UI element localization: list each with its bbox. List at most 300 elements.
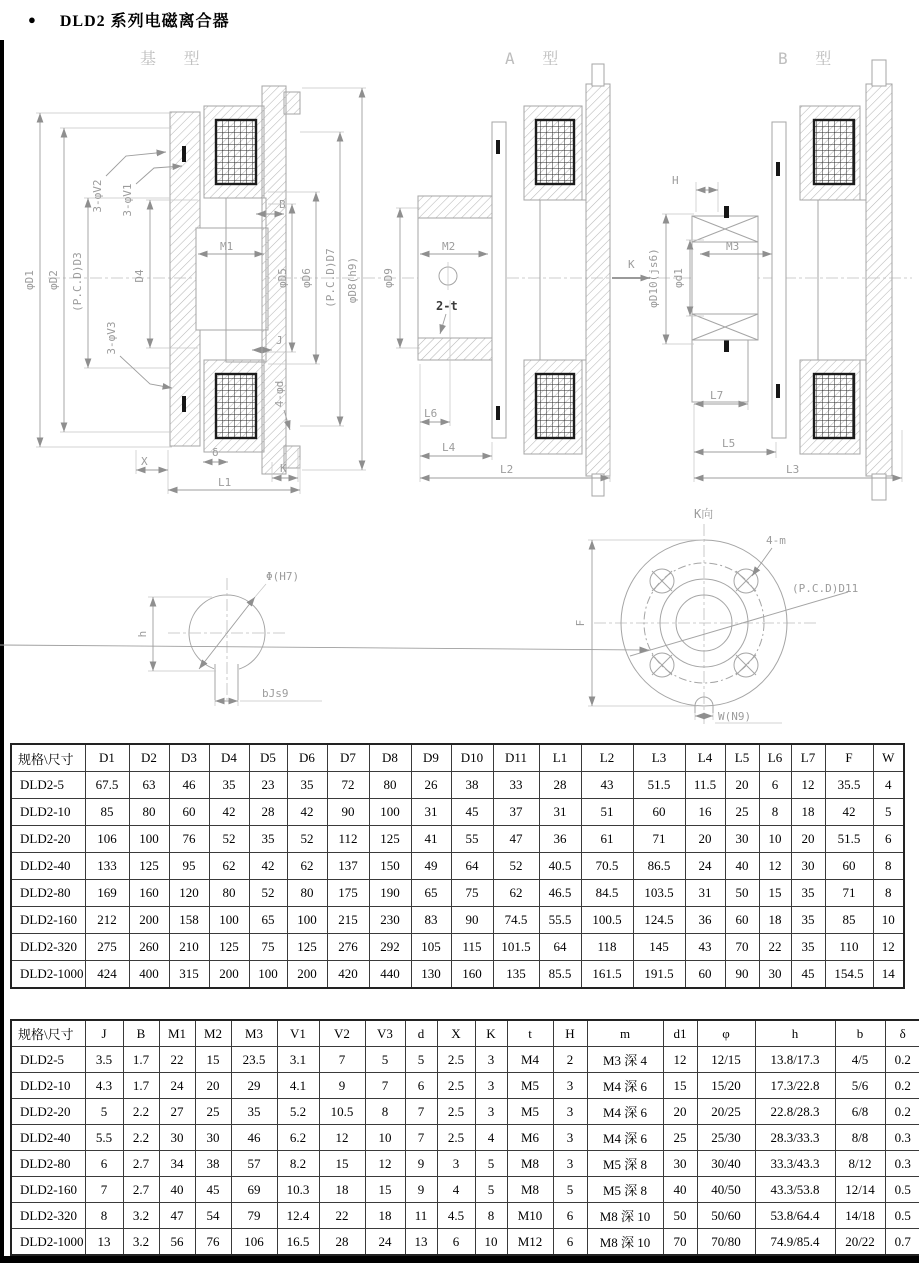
table-row bbox=[11, 853, 904, 880]
value-cell: 20 bbox=[685, 826, 725, 853]
column-header: B bbox=[123, 1020, 159, 1047]
value-cell: 400 bbox=[129, 961, 169, 989]
value-cell: 260 bbox=[129, 934, 169, 961]
value-cell: 4.5 bbox=[437, 1203, 475, 1229]
value-cell: 191.5 bbox=[633, 961, 685, 989]
value-cell: 83 bbox=[411, 907, 451, 934]
value-cell: 13.8/17.3 bbox=[755, 1047, 835, 1073]
column-header: b bbox=[835, 1020, 885, 1047]
column-header: h bbox=[755, 1020, 835, 1047]
value-cell: M4 bbox=[507, 1047, 553, 1073]
column-header: J bbox=[85, 1020, 123, 1047]
column-header: D7 bbox=[327, 744, 369, 772]
value-cell: 12 bbox=[365, 1151, 405, 1177]
value-cell: 22.8/28.3 bbox=[755, 1099, 835, 1125]
value-cell: 12 bbox=[873, 934, 904, 961]
value-cell: 420 bbox=[327, 961, 369, 989]
value-cell: 11.5 bbox=[685, 772, 725, 799]
value-cell: 24 bbox=[159, 1073, 195, 1099]
value-cell: M3 深 4 bbox=[587, 1047, 663, 1073]
value-cell: 28 bbox=[249, 799, 287, 826]
value-cell: 100 bbox=[287, 907, 327, 934]
value-cell: 15 bbox=[759, 880, 791, 907]
value-cell: 23.5 bbox=[231, 1047, 277, 1073]
column-header: D8 bbox=[369, 744, 411, 772]
column-header: F bbox=[825, 744, 873, 772]
value-cell: 0.5 bbox=[885, 1177, 919, 1203]
value-cell: 57 bbox=[231, 1151, 277, 1177]
model-cell: DLD2-20 bbox=[11, 1099, 85, 1125]
value-cell: 90 bbox=[451, 907, 493, 934]
value-cell: 20 bbox=[195, 1073, 231, 1099]
value-cell: 15 bbox=[319, 1151, 365, 1177]
value-cell: 60 bbox=[633, 799, 685, 826]
value-cell: 4/5 bbox=[835, 1047, 885, 1073]
value-cell: 30 bbox=[759, 961, 791, 989]
table-row bbox=[11, 907, 904, 934]
dim-label-l5: L5 bbox=[722, 437, 736, 450]
table-row bbox=[11, 1177, 919, 1203]
value-cell: 28 bbox=[319, 1229, 365, 1256]
value-cell: 85 bbox=[85, 799, 129, 826]
value-cell: 0.5 bbox=[885, 1203, 919, 1229]
column-header: t bbox=[507, 1020, 553, 1047]
value-cell: 70.5 bbox=[581, 853, 633, 880]
column-header: M1 bbox=[159, 1020, 195, 1047]
value-cell: 40 bbox=[725, 853, 759, 880]
value-cell: 35 bbox=[209, 772, 249, 799]
value-cell: 6 bbox=[553, 1203, 587, 1229]
value-cell: 76 bbox=[195, 1229, 231, 1256]
column-header: V1 bbox=[277, 1020, 319, 1047]
value-cell: 56 bbox=[159, 1229, 195, 1256]
value-cell: 16 bbox=[685, 799, 725, 826]
model-cell: DLD2-5 bbox=[11, 772, 85, 799]
column-header: W bbox=[873, 744, 904, 772]
value-cell: 45 bbox=[195, 1177, 231, 1203]
value-cell: M8 bbox=[507, 1177, 553, 1203]
value-cell: 8 bbox=[365, 1099, 405, 1125]
value-cell: 43 bbox=[685, 934, 725, 961]
value-cell: 3 bbox=[553, 1099, 587, 1125]
drawing-base-type bbox=[23, 86, 398, 494]
value-cell: 23 bbox=[249, 772, 287, 799]
value-cell: 67.5 bbox=[85, 772, 129, 799]
value-cell: M4 深 6 bbox=[587, 1073, 663, 1099]
value-cell: 47 bbox=[493, 826, 539, 853]
model-cell: DLD2-1000 bbox=[11, 961, 85, 989]
value-cell: 35.5 bbox=[825, 772, 873, 799]
value-cell: 36 bbox=[539, 826, 581, 853]
value-cell: 20 bbox=[663, 1099, 697, 1125]
value-cell: 15/20 bbox=[697, 1073, 755, 1099]
value-cell: 315 bbox=[169, 961, 209, 989]
value-cell: 70 bbox=[663, 1229, 697, 1256]
value-cell: 50 bbox=[663, 1203, 697, 1229]
value-cell: 80 bbox=[209, 880, 249, 907]
dim-label-d5: φD5 bbox=[276, 268, 289, 288]
value-cell: 34 bbox=[159, 1151, 195, 1177]
value-cell: 50/60 bbox=[697, 1203, 755, 1229]
value-cell: 10 bbox=[873, 907, 904, 934]
value-cell: 18 bbox=[319, 1177, 365, 1203]
value-cell: 43 bbox=[581, 772, 633, 799]
value-cell: 61 bbox=[581, 826, 633, 853]
value-cell: 125 bbox=[209, 934, 249, 961]
dimension-table-2 bbox=[10, 1019, 919, 1256]
value-cell: 10.5 bbox=[319, 1099, 365, 1125]
dim-label-d1: φD1 bbox=[23, 270, 36, 290]
value-cell: 51.5 bbox=[633, 772, 685, 799]
value-cell: 40/50 bbox=[697, 1177, 755, 1203]
value-cell: 4 bbox=[437, 1177, 475, 1203]
value-cell: 5 bbox=[553, 1177, 587, 1203]
value-cell: 125 bbox=[369, 826, 411, 853]
value-cell: 84.5 bbox=[581, 880, 633, 907]
value-cell: 440 bbox=[369, 961, 411, 989]
value-cell: 6 bbox=[553, 1229, 587, 1256]
value-cell: 130 bbox=[411, 961, 451, 989]
value-cell: 1.7 bbox=[123, 1047, 159, 1073]
value-cell: 5 bbox=[873, 799, 904, 826]
value-cell: 22 bbox=[759, 934, 791, 961]
value-cell: 20 bbox=[725, 772, 759, 799]
value-cell: 175 bbox=[327, 880, 369, 907]
column-header: D6 bbox=[287, 744, 327, 772]
value-cell: 33.3/43.3 bbox=[755, 1151, 835, 1177]
model-cell: DLD2-160 bbox=[11, 1177, 85, 1203]
value-cell: 4 bbox=[873, 772, 904, 799]
table-row bbox=[11, 772, 904, 799]
value-cell: 6.2 bbox=[277, 1125, 319, 1151]
value-cell: 42 bbox=[287, 799, 327, 826]
value-cell: 35 bbox=[791, 907, 825, 934]
value-cell: 62 bbox=[493, 880, 539, 907]
dim-label-h: H bbox=[672, 174, 679, 187]
value-cell: 70 bbox=[725, 934, 759, 961]
model-cell: DLD2-40 bbox=[11, 1125, 85, 1151]
dim-label-f: F bbox=[574, 619, 587, 627]
value-cell: 30 bbox=[791, 853, 825, 880]
value-cell: 6 bbox=[85, 1151, 123, 1177]
column-header: d1 bbox=[663, 1020, 697, 1047]
value-cell: 124.5 bbox=[633, 907, 685, 934]
value-cell: 45 bbox=[791, 961, 825, 989]
value-cell: 20/25 bbox=[697, 1099, 755, 1125]
value-cell: 2.5 bbox=[437, 1099, 475, 1125]
dim-label-b: B bbox=[279, 198, 286, 211]
column-header: D4 bbox=[209, 744, 249, 772]
value-cell: 47 bbox=[159, 1203, 195, 1229]
value-cell: 115 bbox=[451, 934, 493, 961]
value-cell: 275 bbox=[85, 934, 129, 961]
value-cell: 24 bbox=[365, 1229, 405, 1256]
dim-label-keyway-b: bJs9 bbox=[262, 687, 289, 700]
value-cell: 69 bbox=[231, 1177, 277, 1203]
value-cell: 1.7 bbox=[123, 1073, 159, 1099]
value-cell: 71 bbox=[825, 880, 873, 907]
value-cell: 424 bbox=[85, 961, 129, 989]
view-label-k: K向 bbox=[694, 507, 714, 521]
value-cell: 2.5 bbox=[437, 1047, 475, 1073]
value-cell: 31 bbox=[539, 799, 581, 826]
value-cell: 45 bbox=[451, 799, 493, 826]
value-cell: 158 bbox=[169, 907, 209, 934]
value-cell: 3.2 bbox=[123, 1229, 159, 1256]
dim-label-l6: L6 bbox=[424, 407, 438, 420]
dim-label-j: J bbox=[276, 334, 283, 347]
header-row bbox=[11, 744, 904, 772]
page-border-bottom bbox=[0, 1256, 919, 1263]
view-arrow-label-k: K bbox=[628, 258, 635, 271]
value-cell: 7 bbox=[405, 1099, 437, 1125]
value-cell: 86.5 bbox=[633, 853, 685, 880]
value-cell: 6/8 bbox=[835, 1099, 885, 1125]
table-row bbox=[11, 799, 904, 826]
value-cell: 42 bbox=[825, 799, 873, 826]
value-cell: 80 bbox=[287, 880, 327, 907]
value-cell: 54 bbox=[195, 1203, 231, 1229]
value-cell: 30 bbox=[159, 1125, 195, 1151]
dimension-table-1 bbox=[10, 743, 905, 989]
value-cell: 85.5 bbox=[539, 961, 581, 989]
value-cell: 2.2 bbox=[123, 1099, 159, 1125]
value-cell: 5 bbox=[405, 1047, 437, 1073]
value-cell: 35 bbox=[791, 880, 825, 907]
value-cell: 40.5 bbox=[539, 853, 581, 880]
column-header: L5 bbox=[725, 744, 759, 772]
value-cell: 63 bbox=[129, 772, 169, 799]
value-cell: 4 bbox=[475, 1125, 507, 1151]
column-header: d bbox=[405, 1020, 437, 1047]
value-cell: 12 bbox=[319, 1125, 365, 1151]
value-cell: 154.5 bbox=[825, 961, 873, 989]
value-cell: 2.7 bbox=[123, 1177, 159, 1203]
bullet-icon: ● bbox=[28, 11, 36, 27]
value-cell: M4 深 6 bbox=[587, 1099, 663, 1125]
caption-base-type: 基 型 bbox=[140, 49, 209, 68]
dim-label-v3: 3-φV3 bbox=[105, 321, 118, 355]
value-cell: 31 bbox=[685, 880, 725, 907]
value-cell: 9 bbox=[405, 1151, 437, 1177]
table-row bbox=[11, 1125, 919, 1151]
value-cell: 11 bbox=[405, 1203, 437, 1229]
dim-label-pcd-d11: (P.C.D)D11 bbox=[792, 582, 859, 595]
column-header: L2 bbox=[581, 744, 633, 772]
value-cell: 0.2 bbox=[885, 1073, 919, 1099]
value-cell: 42 bbox=[249, 853, 287, 880]
value-cell: 30/40 bbox=[697, 1151, 755, 1177]
value-cell: 133 bbox=[85, 853, 129, 880]
value-cell: 18 bbox=[759, 907, 791, 934]
dim-label-v1: 3-φV1 bbox=[121, 183, 134, 217]
value-cell: 3.2 bbox=[123, 1203, 159, 1229]
value-cell: 13 bbox=[85, 1229, 123, 1256]
value-cell: 3 bbox=[475, 1099, 507, 1125]
value-cell: 15 bbox=[195, 1047, 231, 1073]
value-cell: 110 bbox=[825, 934, 873, 961]
value-cell: 276 bbox=[327, 934, 369, 961]
dim-label-d1-small: φd1 bbox=[672, 268, 685, 288]
value-cell: 6 bbox=[759, 772, 791, 799]
value-cell: 60 bbox=[685, 961, 725, 989]
value-cell: 74.9/85.4 bbox=[755, 1229, 835, 1256]
value-cell: 3 bbox=[475, 1073, 507, 1099]
value-cell: 106 bbox=[85, 826, 129, 853]
value-cell: 72 bbox=[327, 772, 369, 799]
value-cell: 71 bbox=[633, 826, 685, 853]
value-cell: 50 bbox=[725, 880, 759, 907]
value-cell: 46.5 bbox=[539, 880, 581, 907]
value-cell: 35 bbox=[791, 934, 825, 961]
dim-label-k: K bbox=[280, 462, 287, 475]
value-cell: M5 bbox=[507, 1073, 553, 1099]
model-cell: DLD2-1000 bbox=[11, 1229, 85, 1256]
value-cell: 46 bbox=[231, 1125, 277, 1151]
dim-label-d10: φD10(js6) bbox=[647, 248, 660, 308]
column-header: δ bbox=[885, 1020, 919, 1047]
value-cell: 25 bbox=[195, 1099, 231, 1125]
dim-label-x: X bbox=[141, 455, 148, 468]
dim-label-4d: 4-φd bbox=[273, 380, 286, 408]
dim-label-keyway-phi: Φ(H7) bbox=[266, 570, 300, 583]
column-header: M3 bbox=[231, 1020, 277, 1047]
header-row bbox=[11, 1020, 919, 1047]
dim-label-w: W(N9) bbox=[718, 710, 752, 723]
value-cell: 14/18 bbox=[835, 1203, 885, 1229]
dim-label-keyway-h: h bbox=[136, 630, 149, 638]
value-cell: 70/80 bbox=[697, 1229, 755, 1256]
dim-label-l1: L1 bbox=[218, 476, 232, 489]
value-cell: 75 bbox=[249, 934, 287, 961]
value-cell: 118 bbox=[581, 934, 633, 961]
value-cell: 80 bbox=[129, 799, 169, 826]
value-cell: M6 bbox=[507, 1125, 553, 1151]
value-cell: 42 bbox=[209, 799, 249, 826]
caption-a-type: A 型 bbox=[505, 49, 568, 68]
column-header: K bbox=[475, 1020, 507, 1047]
value-cell: 200 bbox=[287, 961, 327, 989]
value-cell: 25/30 bbox=[697, 1125, 755, 1151]
value-cell: 60 bbox=[825, 853, 873, 880]
value-cell: 16.5 bbox=[277, 1229, 319, 1256]
value-cell: 65 bbox=[249, 907, 287, 934]
value-cell: 10.3 bbox=[277, 1177, 319, 1203]
value-cell: 41 bbox=[411, 826, 451, 853]
model-cell: DLD2-320 bbox=[11, 934, 85, 961]
value-cell: 20 bbox=[791, 826, 825, 853]
value-cell: 7 bbox=[405, 1125, 437, 1151]
table-row bbox=[11, 1099, 919, 1125]
table-row bbox=[11, 880, 904, 907]
column-header: m bbox=[587, 1020, 663, 1047]
value-cell: 18 bbox=[365, 1203, 405, 1229]
value-cell: 53.8/64.4 bbox=[755, 1203, 835, 1229]
value-cell: 2 bbox=[553, 1047, 587, 1073]
value-cell: 24 bbox=[685, 853, 725, 880]
column-header: D9 bbox=[411, 744, 451, 772]
value-cell: 169 bbox=[85, 880, 129, 907]
value-cell: 135 bbox=[493, 961, 539, 989]
value-cell: 100.5 bbox=[581, 907, 633, 934]
value-cell: 10 bbox=[475, 1229, 507, 1256]
value-cell: 30 bbox=[725, 826, 759, 853]
dim-label-l7: L7 bbox=[710, 389, 724, 402]
value-cell: 40 bbox=[159, 1177, 195, 1203]
column-header: L7 bbox=[791, 744, 825, 772]
value-cell: 49 bbox=[411, 853, 451, 880]
model-cell: DLD2-80 bbox=[11, 880, 85, 907]
value-cell: 52 bbox=[249, 880, 287, 907]
value-cell: 12 bbox=[663, 1047, 697, 1073]
value-cell: 12/14 bbox=[835, 1177, 885, 1203]
value-cell: 100 bbox=[129, 826, 169, 853]
value-cell: 80 bbox=[369, 772, 411, 799]
dim-label-m1: M1 bbox=[220, 240, 234, 253]
table-row bbox=[11, 826, 904, 853]
value-cell: 8/8 bbox=[835, 1125, 885, 1151]
value-cell: 5/6 bbox=[835, 1073, 885, 1099]
value-cell: 6 bbox=[437, 1229, 475, 1256]
value-cell: M5 深 8 bbox=[587, 1151, 663, 1177]
value-cell: M8 深 10 bbox=[587, 1229, 663, 1256]
value-cell: 112 bbox=[327, 826, 369, 853]
dim-label-2t: 2-t bbox=[436, 299, 458, 313]
model-cell: DLD2-10 bbox=[11, 799, 85, 826]
model-cell: DLD2-160 bbox=[11, 907, 85, 934]
value-cell: 8 bbox=[85, 1203, 123, 1229]
dim-label-d9: φD9 bbox=[382, 268, 395, 288]
dim-label-d6: φD6 bbox=[300, 268, 313, 288]
value-cell: 106 bbox=[231, 1229, 277, 1256]
column-header: L1 bbox=[539, 744, 581, 772]
drawing-b-type bbox=[647, 60, 912, 500]
column-header: X bbox=[437, 1020, 475, 1047]
value-cell: 46 bbox=[169, 772, 209, 799]
value-cell: 4.1 bbox=[277, 1073, 319, 1099]
value-cell: 6 bbox=[873, 826, 904, 853]
value-cell: 10 bbox=[365, 1125, 405, 1151]
value-cell: 35 bbox=[287, 772, 327, 799]
column-header: D2 bbox=[129, 744, 169, 772]
table-row bbox=[11, 1047, 919, 1073]
value-cell: 200 bbox=[209, 961, 249, 989]
value-cell: 62 bbox=[209, 853, 249, 880]
value-cell: 35 bbox=[231, 1099, 277, 1125]
value-cell: 18 bbox=[791, 799, 825, 826]
value-cell: 161.5 bbox=[581, 961, 633, 989]
value-cell: 2.5 bbox=[437, 1125, 475, 1151]
value-cell: 10 bbox=[759, 826, 791, 853]
value-cell: 3 bbox=[553, 1073, 587, 1099]
column-header: 规格\尺寸 bbox=[11, 744, 85, 772]
value-cell: 5 bbox=[85, 1099, 123, 1125]
column-header: 规格\尺寸 bbox=[11, 1020, 85, 1047]
dim-label-d7: (P.C.D)D7 bbox=[324, 248, 337, 308]
value-cell: 51 bbox=[581, 799, 633, 826]
value-cell: M5 深 8 bbox=[587, 1177, 663, 1203]
value-cell: 0.2 bbox=[885, 1099, 919, 1125]
value-cell: 51.5 bbox=[825, 826, 873, 853]
value-cell: 8 bbox=[873, 853, 904, 880]
value-cell: M4 深 6 bbox=[587, 1125, 663, 1151]
drawing-a-type bbox=[382, 64, 650, 496]
value-cell: 52 bbox=[493, 853, 539, 880]
table-row bbox=[11, 1229, 919, 1256]
value-cell: 43.3/53.8 bbox=[755, 1177, 835, 1203]
value-cell: 103.5 bbox=[633, 880, 685, 907]
value-cell: 100 bbox=[369, 799, 411, 826]
